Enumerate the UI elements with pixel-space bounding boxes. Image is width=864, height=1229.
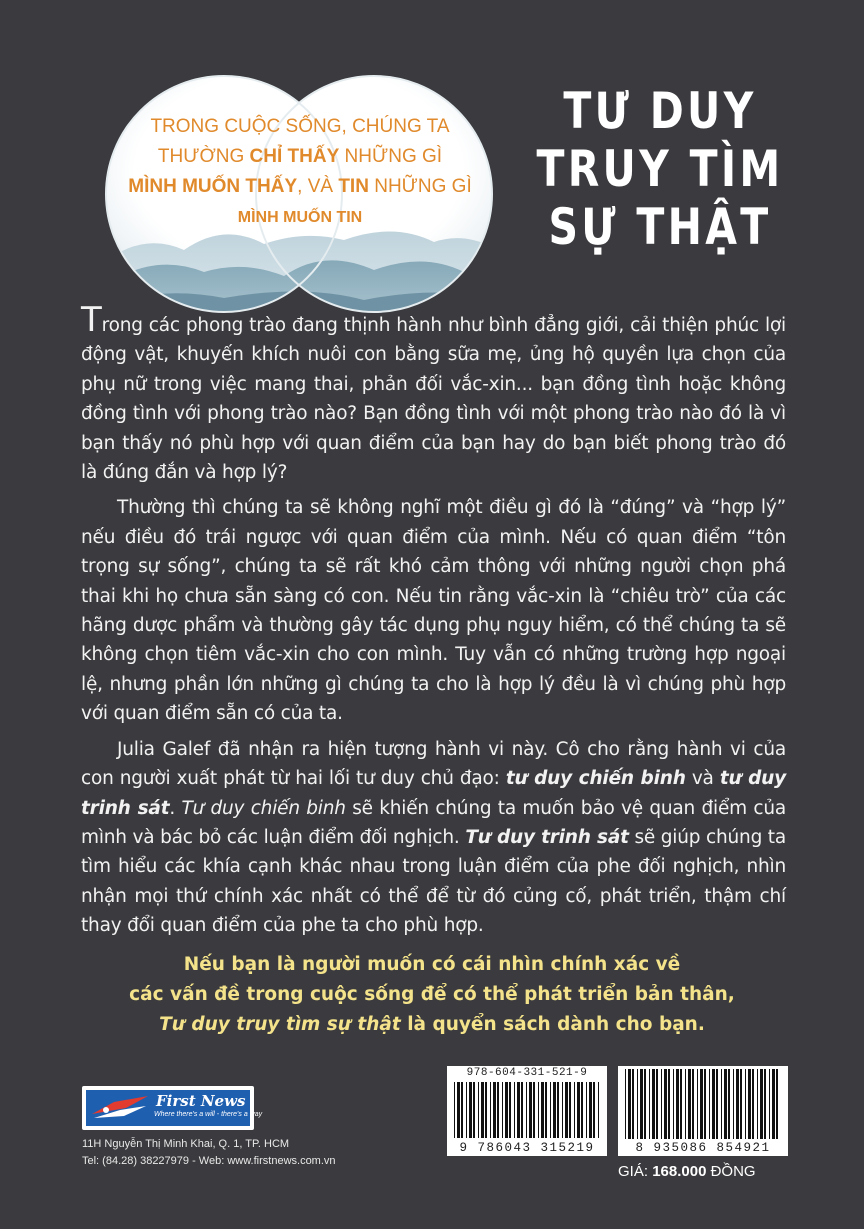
logo-name: First News [156,1092,246,1110]
publisher-address: 11H Nguyễn Thị Minh Khai, Q. 1, TP. HCM [82,1138,290,1150]
publisher-info [82,1136,336,1170]
quote-line-4: MÌNH MUỐN TIN [237,209,363,226]
isbn-label: 978-604-331-521-9 [466,1067,588,1079]
paragraph-1: Trong các phong trào đang thịnh hành như bình đẳng giới, cải thiện phúc lợi động vật, khuyến khích nuôi con bằng sữa mẹ, ủng hộ quyền lựa chọn của phụ nữ trong việc mang thai, phản đối vắc-xin... bạn đồng tình hoặc không đồng tình với phong trào nào? Bạn đồng tình với một phong trào nào đó là vì bạn thấy nó phù hợp với quan điểm của bạn hay do bạn biết phong trào đó là đúng đắn và hợp lý? [81,300,786,484]
price-tag [618,1163,788,1180]
title-line-1: TƯ DUY [563,82,757,140]
callout-line-2: các vấn đề trong cuộc sống để có thể phát triển bản thân, [129,984,735,1005]
mountain-landscape [104,231,494,316]
drop-cap: T [81,300,102,340]
price-label: GIÁ: [618,1163,653,1180]
callout-line-3: Tư duy truy tìm sự thật là quyển sách dành cho bạn. [159,1014,705,1035]
quote-line-3: MÌNH MUỐN THẤY, VÀ TIN NHỮNG GÌ [128,176,472,197]
callout-text [100,950,764,1040]
price-value: 168.000 [652,1163,707,1180]
first-news-logo [82,1086,263,1130]
binocular-quote [110,112,490,233]
barcode-isbn-bars [454,1082,600,1138]
ean-digits: 8 935086 854921 [635,1141,771,1155]
blurb-body [81,300,787,947]
isbn-digits: 9 786043 315219 [459,1141,595,1155]
barcode-ean [618,1066,788,1156]
paragraph-3: Julia Galef đã nhận ra hiện tượng hành vi này. Cô cho rằng hành vi của con người xuất phát từ hai lối tư duy chủ đạo: tư duy chiến binh và tư duy trinh sát. Tư duy chiến binh sẽ khiến chúng ta muốn bảo vệ quan điểm của mình và bác bỏ các luận điểm đối nghịch. Tư duy trinh sát sẽ giúp chúng ta tìm hiểu các khía cạnh khác nhau trong luận điểm của phe đối nghịch, nhìn nhận mọi thứ chính xác nhất có thể để từ đó củng cố, phát triển, thậm chí thay đổi quan điểm của phe ta cho phù hợp. [81,738,787,937]
title-line-3: SỰ THẬT [548,198,772,256]
quote-line-1: TRONG CUỘC SỐNG, CHÚNG TA [150,116,450,137]
first-news-logo-icon [86,1090,156,1126]
title-line-2: TRUY TÌM [536,140,784,198]
price-unit: ĐỒNG [706,1163,756,1180]
barcode-isbn [447,1066,607,1156]
paragraph-2: Thường thì chúng ta sẽ không nghĩ một điều gì đó là “đúng” và “hợp lý” nếu điều đó trái ngược với quan điểm của mình. Nếu có quan điểm “tôn trọng sự sống”, chúng ta sẽ rất khó cảm thông với những người chọn phá thai khi họ chưa sẵn sàng có con. Nếu tin rằng vắc-xin là “chiêu trò” của các hãng dược phẩm và thường gây tác dụng phụ nguy hiểm, có thể chúng ta sẽ không chọn tiêm vắc-xin cho con mình. Tuy vẫn có những trường hợp ngoại lệ, nhưng phần lớn những gì chúng ta cho là hợp lý đều là vì chúng phù hợp với quan điểm sẵn có của ta. [81,497,786,725]
quote-line-2: THƯỜNG CHỈ THẤY NHỮNG GÌ [157,146,443,167]
logo-tagline: Where there's a will - there's a way [154,1111,263,1118]
barcode-ean-bars [625,1069,781,1139]
book-title [529,82,791,256]
callout-line-1: Nếu bạn là người muốn có cái nhìn chính xác về [183,954,681,975]
publisher-contact: Tel: (84.28) 38227979 - Web: www.firstnews.com.vn [82,1155,336,1167]
